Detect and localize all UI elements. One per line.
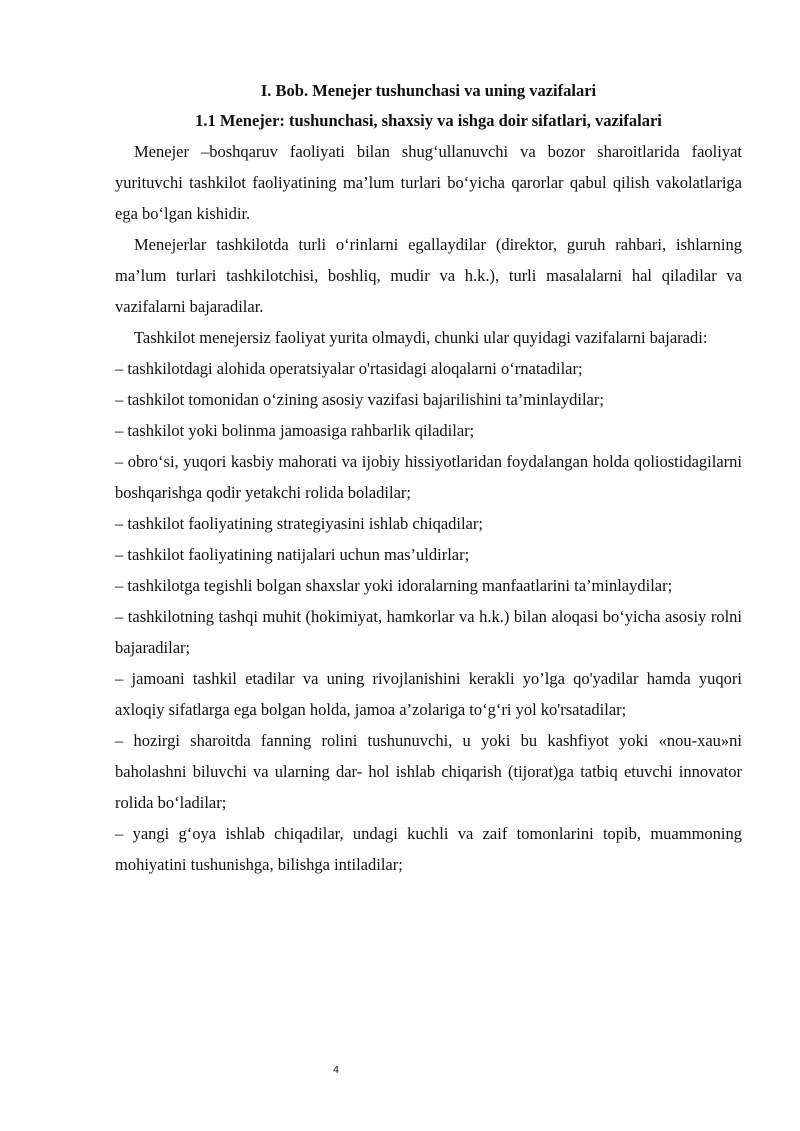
document-page: [115, 76, 742, 880]
duty-list-item: – hozirgi sharoitda fanning rolini tushunuvchi, u yoki bu kashfiyot yoki «nou-xau»ni baholashni biluvchi va ularning dar- hol ishlab chiqarish (tijorat)ga tatbiq etuvchi innovator rolida bo‘ladilar;: [115, 731, 742, 812]
duty-list-item: – tashkilotdagi alohida operatsiyalar o'rtasidagi aloqalarni o‘rnatadilar;: [115, 359, 583, 378]
duty-list-item: – tashkilot yoki bolinma jamoasiga rahbarlik qiladilar;: [115, 421, 475, 440]
paragraph-intro: Tashkilot menejersiz faoliyat yurita olmaydi, chunki ular quyidagi vazifalarni bajaradi:: [134, 328, 708, 347]
paragraph-roles: Menejerlar tashkilotda turli o‘rinlarni egallaydilar (direktor, guruh rahbari, ishlarning ma’lum turlari tashkilotchisi, boshliq, mudir va h.k.), turli masalalarni hal qiladilar va vazifalarni bajaradilar.: [115, 235, 742, 316]
duty-list-item: – yangi g‘oya ishlab chiqadilar, undagi kuchli va zaif tomonlarini topib, muammoning mohiyatini tushunishga, bilishga intiladilar;: [115, 824, 742, 874]
paragraph-definition: Menejer –boshqaruv faoliyati bilan shug‘ullanuvchi va bozor sharoitlarida faoliyat yurituvchi tashkilot faoliyatining ma’lum turlari bo‘yicha qarorlar qabul qilish vakolatlariga ega bo‘lgan kishidir.: [115, 142, 742, 223]
duty-list-item: – tashkilot tomonidan o‘zining asosiy vazifasi bajarilishini ta’minlaydilar;: [115, 390, 604, 409]
duty-list-item: – tashkilotning tashqi muhit (hokimiyat, hamkorlar va h.k.) bilan aloqasi bo‘yicha asosiy rolni bajaradilar;: [115, 607, 742, 657]
duty-list-item: – obro‘si, yuqori kasbiy mahorati va ijobiy hissiyotlaridan foydalangan holda qoliostidagilarni boshqarishga qodir yetakchi rolida boladilar;: [115, 452, 742, 502]
chapter-title: I. Bob. Menejer tushunchasi va uning vazifalari: [260, 81, 597, 100]
duty-list-item: – tashkilot faoliyatining natijalari uchun mas’uldirlar;: [115, 545, 470, 564]
duty-list-item: – jamoani tashkil etadilar va uning rivojlanishini kerakli yo’lga qo'yadilar hamda yuqori axloqiy sifatlarga ega bolgan holda, jamoa a’zolariga to‘g‘ri yol ko'rsatadilar;: [115, 669, 742, 719]
duty-list-item: – tashkilot faoliyatining strategiyasini ishlab chiqadilar;: [115, 514, 483, 533]
duty-list-item: – tashkilotga tegishli bolgan shaxslar yoki idoralarning manfaatlarini ta’minlaydilar;: [115, 576, 673, 595]
page-number: 4: [332, 1065, 340, 1076]
section-title: 1.1 Menejer: tushunchasi, shaxsiy va ishga doir sifatlari, vazifalari: [195, 111, 662, 130]
